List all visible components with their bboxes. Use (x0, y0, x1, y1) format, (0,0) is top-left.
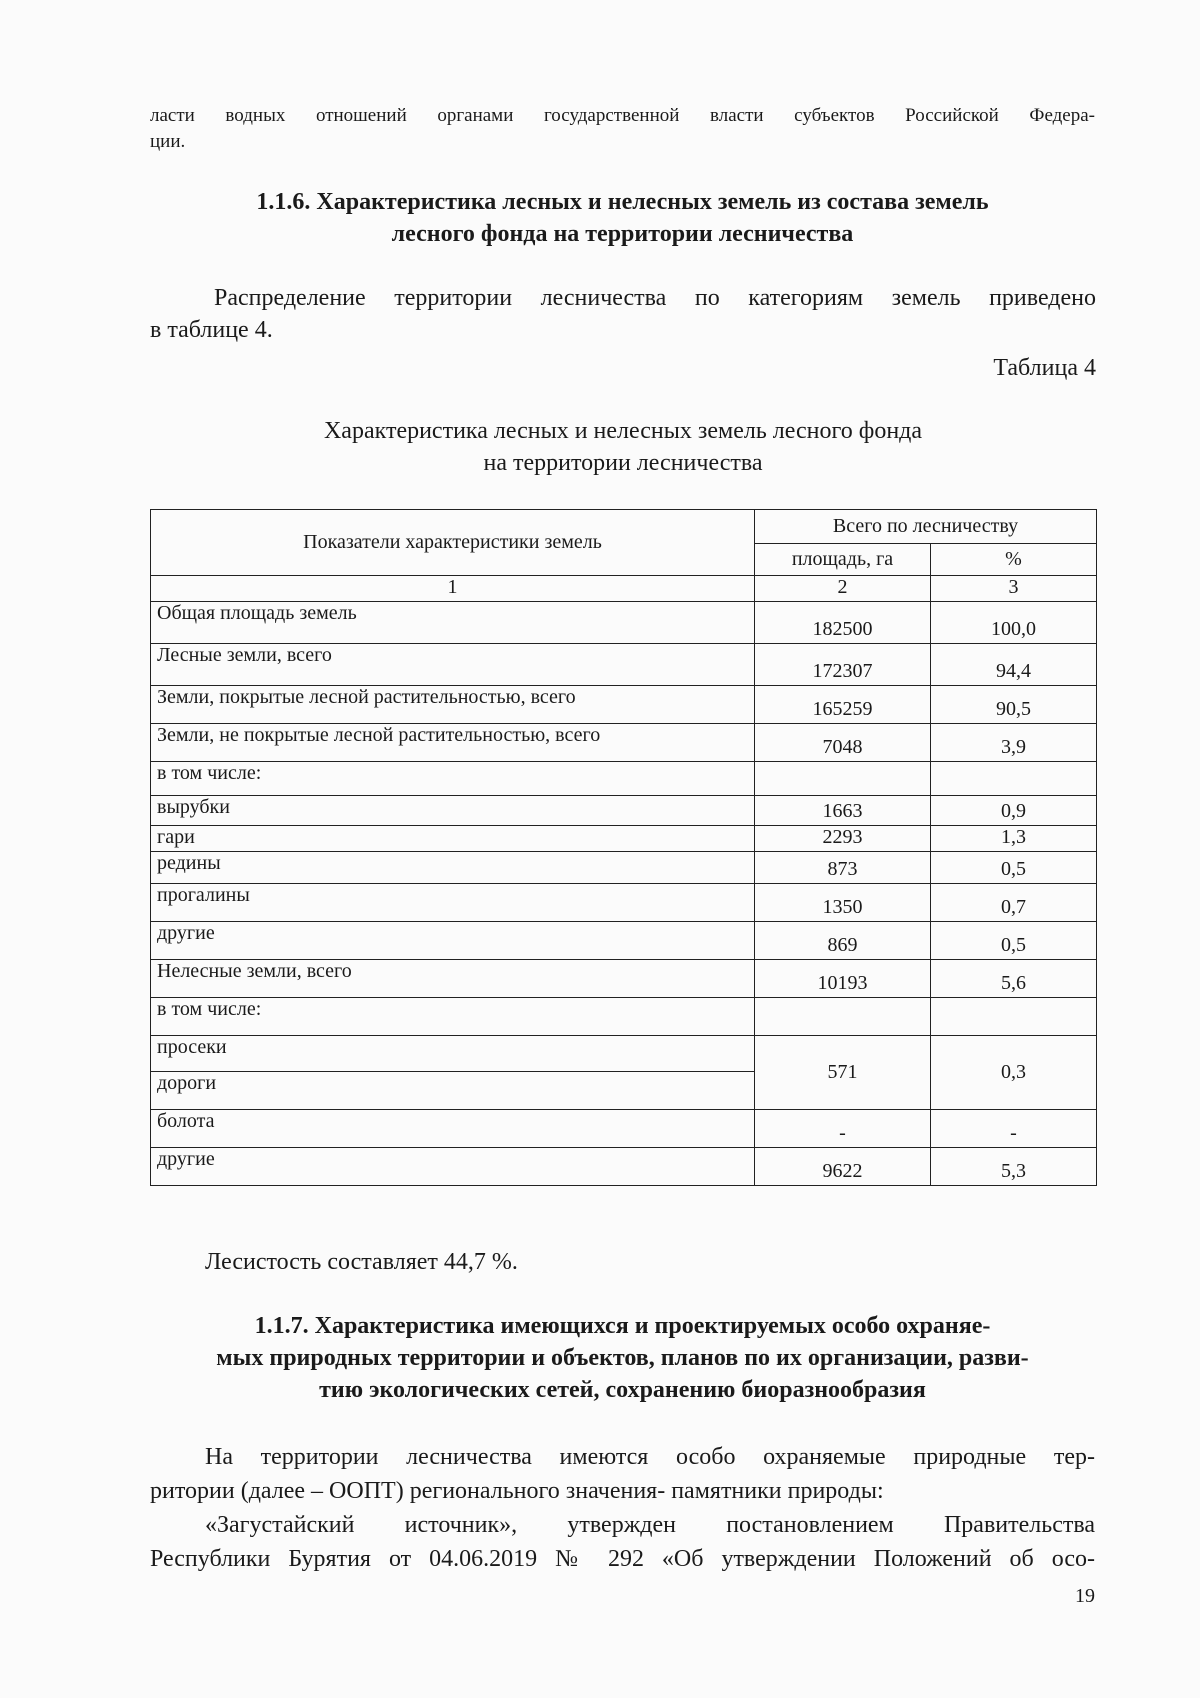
row-percent: 0,5 (931, 922, 1097, 960)
table-row (151, 1110, 1097, 1148)
row-percent: 0,7 (931, 884, 1097, 922)
row-area: 182500 (755, 602, 931, 644)
column-number-1: 1 (151, 576, 755, 602)
row-area: 869 (755, 922, 931, 960)
row-label: прогалины (151, 884, 755, 922)
column-number-2: 2 (755, 576, 931, 602)
row-area: - (755, 1110, 931, 1148)
row-percent: 0,5 (931, 852, 1097, 884)
row-percent: 0,9 (931, 796, 1097, 826)
table-row (151, 998, 1097, 1036)
row-label: другие (151, 922, 755, 960)
header-total: Всего по лесничеству (755, 510, 1097, 544)
row-percent: 100,0 (931, 602, 1097, 644)
forest-cover-statement: Лесистость составляет 44,7 %. (205, 1249, 518, 1275)
row-percent: 3,9 (931, 724, 1097, 762)
row-label: Земли, не покрытые лесной растительностью, всего (151, 724, 755, 762)
row-percent (931, 762, 1097, 796)
row-label: вырубки (151, 796, 755, 826)
row-label: в том числе: (151, 762, 755, 796)
row-percent: 1,3 (931, 826, 1097, 852)
section-117-heading-line-2: мых природных территории и объектов, планов по их организации, разви- (216, 1345, 1029, 1371)
row-label: в том числе: (151, 998, 755, 1036)
row-area: 1663 (755, 796, 931, 826)
table-row (151, 826, 1097, 852)
table-title-line-2: на территории лесничества (483, 450, 763, 476)
table-row (151, 1036, 1097, 1072)
table-title-line-1: Характеристика лесных и нелесных земель лесного фонда (323, 418, 923, 444)
section-116-paragraph-line-2: в таблице 4. (150, 317, 273, 343)
row-label: просеки (151, 1036, 755, 1072)
row-percent: 5,3 (931, 1148, 1097, 1186)
row-percent (931, 998, 1097, 1036)
table-row (151, 796, 1097, 826)
row-area (755, 762, 931, 796)
table-row (151, 884, 1097, 922)
land-characteristics-table (150, 509, 1097, 1186)
row-label: Лесные земли, всего (151, 644, 755, 686)
row-percent: 0,3 (931, 1036, 1097, 1110)
row-area: 873 (755, 852, 931, 884)
header-indicator: Показатели характеристики земель (151, 510, 755, 576)
table-row (151, 922, 1097, 960)
row-area: 10193 (755, 960, 931, 998)
section-117-heading-line-1: 1.1.7. Характеристика имеющихся и проектируемых особо охраняе- (254, 1313, 991, 1339)
intro-line-1: ласти водных отношений органами государственной власти субъектов Российской Федера- (150, 105, 1095, 126)
row-area: 571 (755, 1036, 931, 1110)
section-116-paragraph-line-1: Распределение территории лесничества по категориям земель приведено (214, 285, 1096, 311)
row-percent: 94,4 (931, 644, 1097, 686)
row-area: 7048 (755, 724, 931, 762)
section-116-heading-line-1: 1.1.6. Характеристика лесных и нелесных земель из состава земель (256, 189, 989, 215)
section-117-para-1-line-1: На территории лесничества имеются особо охраняемые природные тер- (205, 1444, 1095, 1470)
row-label: болота (151, 1110, 755, 1148)
header-area: площадь, га (755, 544, 931, 576)
table-row (151, 686, 1097, 724)
header-percent: % (931, 544, 1097, 576)
section-117-para-1-line-2: ритории (далее – ООПТ) регионального значения- памятники природы: (150, 1478, 884, 1504)
section-117-para-2-line-1: «Загустайский источник», утвержден постановлением Правительства (205, 1512, 1095, 1538)
row-label: другие (151, 1148, 755, 1186)
table-row (151, 1148, 1097, 1186)
table-row (151, 960, 1097, 998)
table-row (151, 724, 1097, 762)
row-label: редины (151, 852, 755, 884)
row-label: дороги (151, 1072, 755, 1110)
table-row (151, 644, 1097, 686)
table-row (151, 762, 1097, 796)
row-area: 172307 (755, 644, 931, 686)
row-area: 165259 (755, 686, 931, 724)
row-percent: 90,5 (931, 686, 1097, 724)
row-percent: - (931, 1110, 1097, 1148)
intro-line-2: ции. (150, 131, 186, 152)
table-row (151, 852, 1097, 884)
table-label: Таблица 4 (993, 355, 1096, 381)
row-area: 1350 (755, 884, 931, 922)
row-label: гари (151, 826, 755, 852)
row-label: Земли, покрытые лесной растительностью, всего (151, 686, 755, 724)
section-116-heading-line-2: лесного фонда на территории лесничества (391, 221, 854, 247)
section-117-para-2-line-2: Республики Бурятия от 04.06.2019 № 292 «Об утверждении Положений об осо- (150, 1546, 1095, 1572)
page-number: 19 (1075, 1585, 1095, 1607)
row-label: Нелесные земли, всего (151, 960, 755, 998)
column-number-3: 3 (931, 576, 1097, 602)
section-117-heading-line-3: тию экологических сетей, сохранению биоразнообразия (319, 1377, 926, 1403)
row-label: Общая площадь земель (151, 602, 755, 644)
row-percent: 5,6 (931, 960, 1097, 998)
row-area: 9622 (755, 1148, 931, 1186)
table-row (151, 602, 1097, 644)
row-area (755, 998, 931, 1036)
row-area: 2293 (755, 826, 931, 852)
